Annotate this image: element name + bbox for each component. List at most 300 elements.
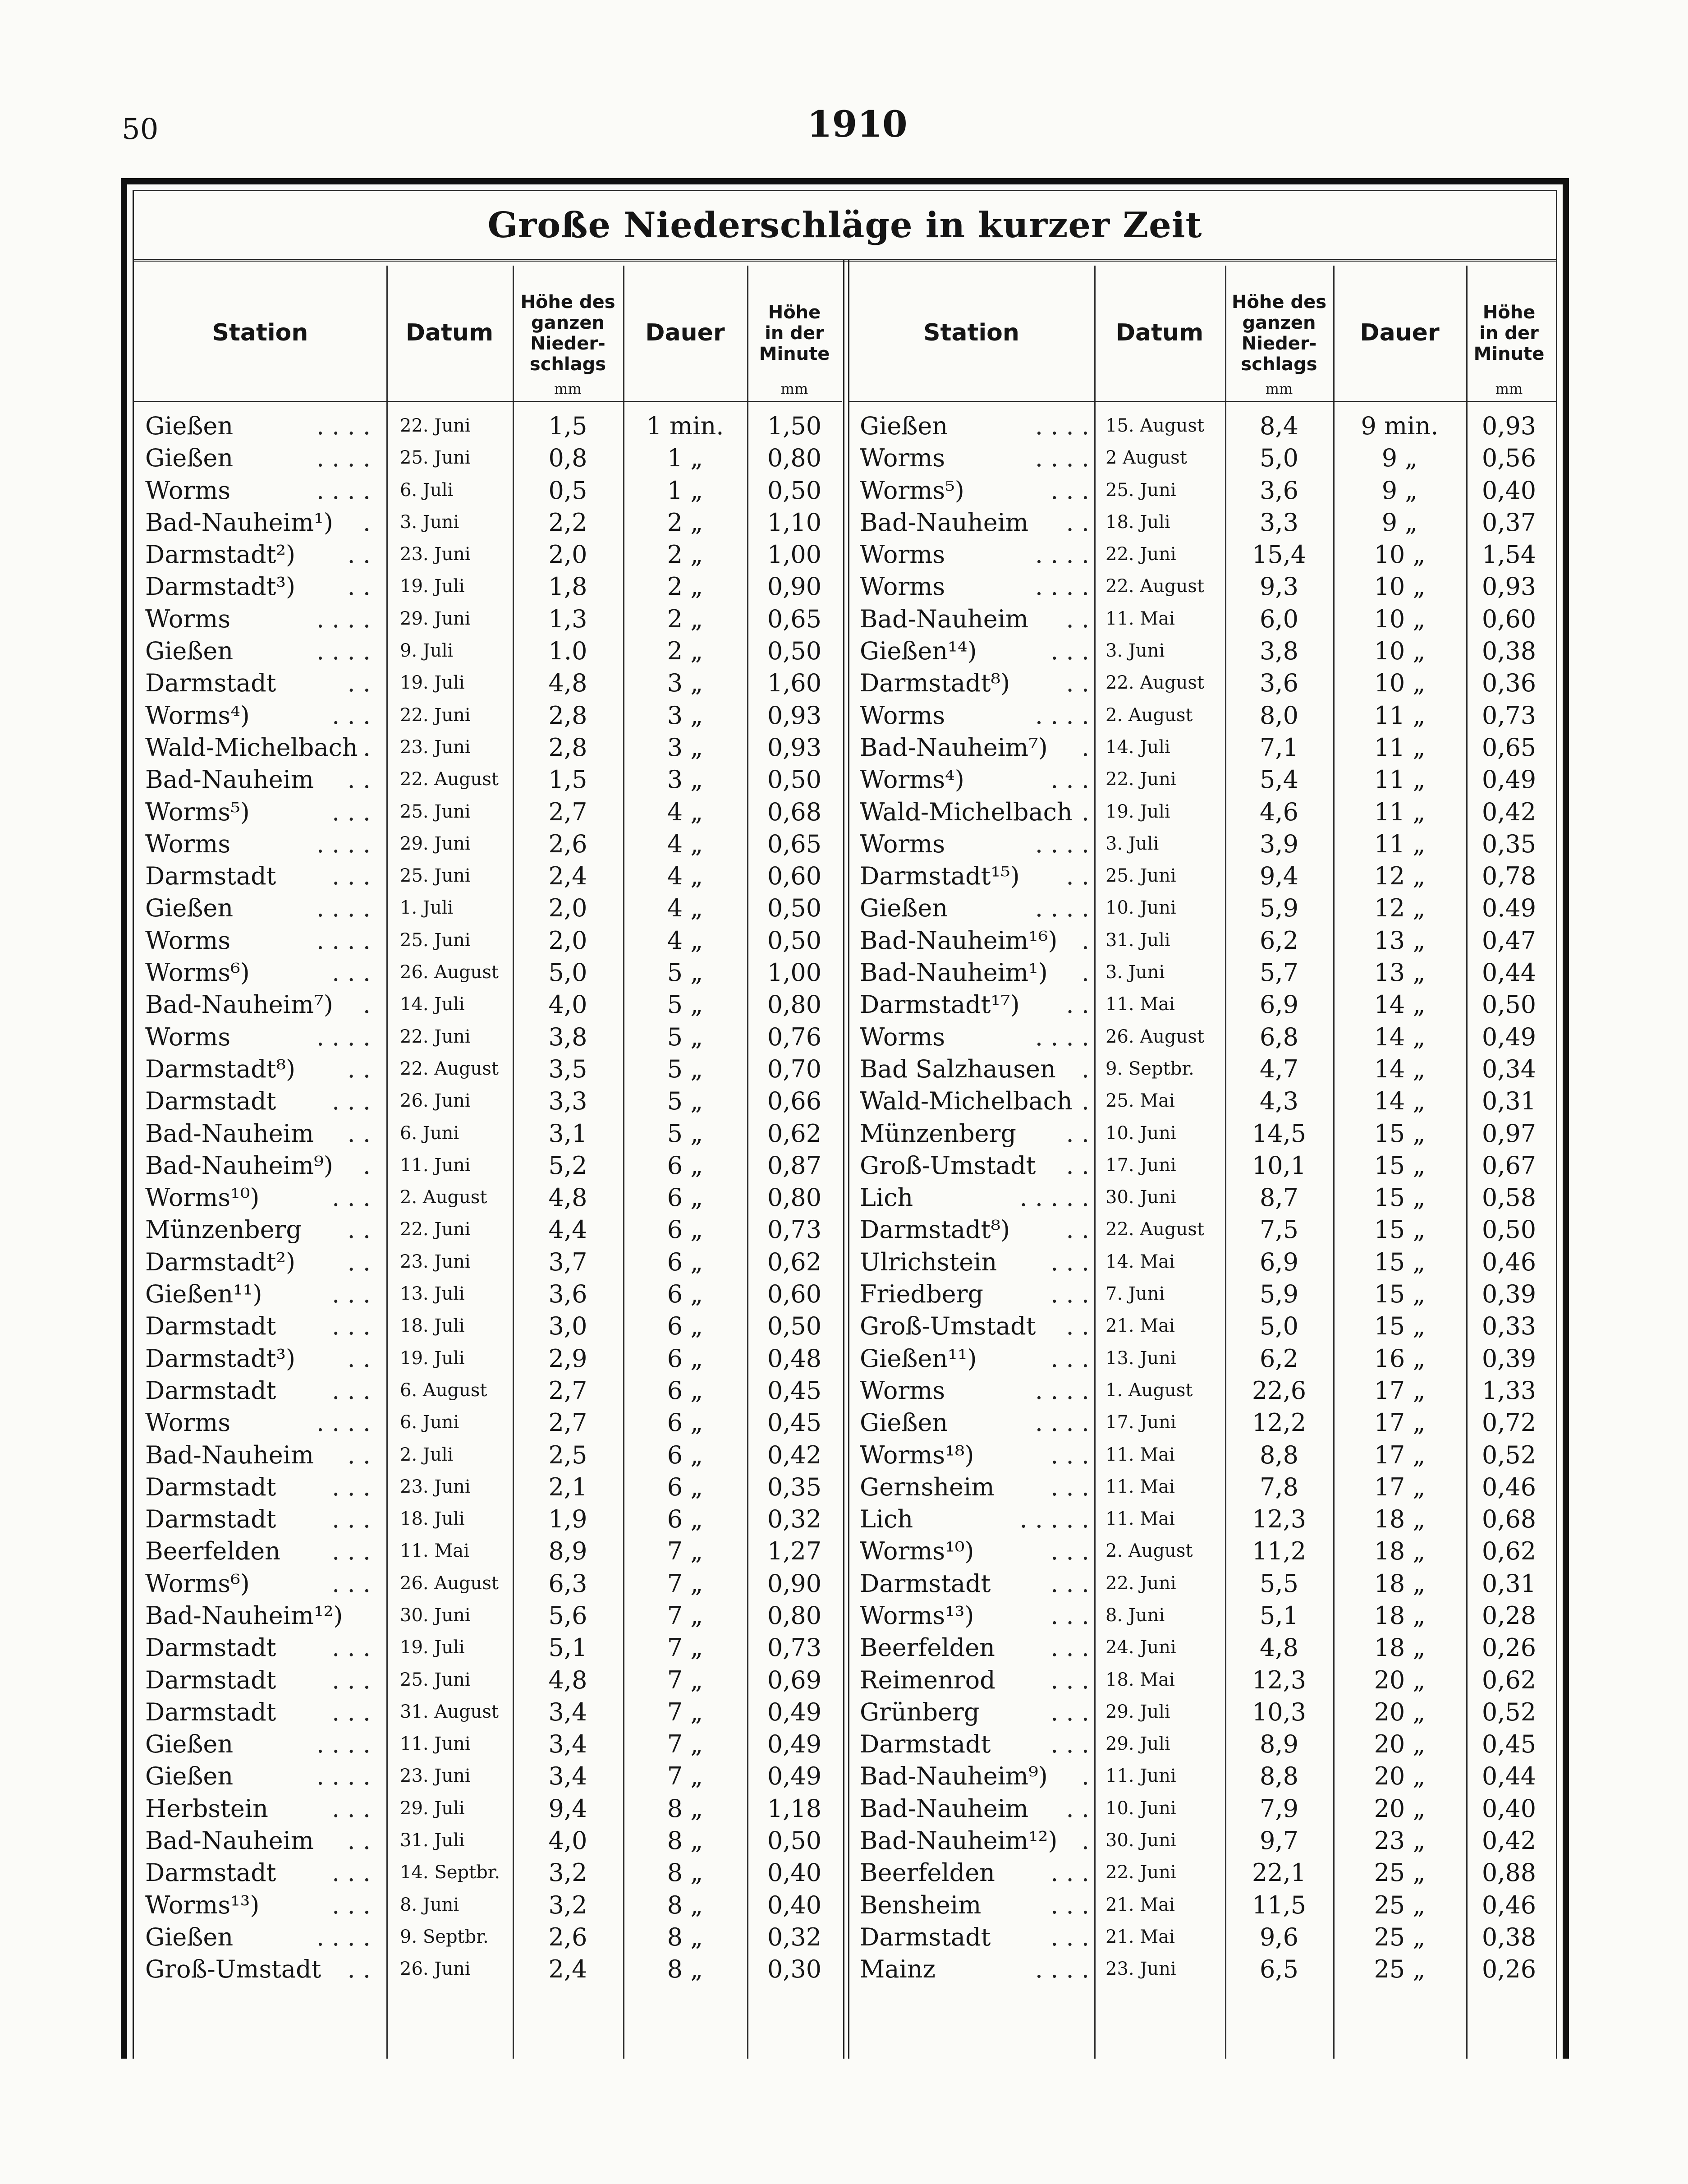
leader-dots: . . . . (316, 637, 371, 666)
leader-dots: . . . . (1035, 1376, 1089, 1405)
per-minute-cell: 0,31 (1482, 1087, 1537, 1116)
leader-dots: . . (1066, 1119, 1089, 1148)
amount-cell: 2,7 (548, 1376, 587, 1405)
per-minute-cell: 0,60 (767, 862, 822, 891)
duration-cell: 11 „ (1374, 829, 1426, 858)
duration-cell: 25 „ (1374, 1890, 1426, 1919)
leader-dots: . . . (332, 1505, 371, 1534)
leader-dots: . (1081, 797, 1089, 826)
per-minute-cell: 0,50 (767, 926, 822, 955)
date-cell: 19. Juli (400, 576, 465, 597)
leader-dots: . . (347, 765, 371, 794)
amount-cell: 15,4 (1252, 540, 1307, 569)
station-cell: Groß-Umstadt (860, 1312, 1036, 1341)
station-cell: Worms⁴) (145, 701, 250, 730)
station-cell: Worms¹⁰) (145, 1183, 260, 1212)
leader-dots: . . . . . (1019, 1505, 1089, 1534)
amount-cell: 1,8 (548, 572, 587, 601)
amount-cell: 6,2 (1260, 1344, 1298, 1373)
date-cell: 10. Juni (1105, 897, 1176, 919)
leader-dots: . . . (1050, 1472, 1089, 1501)
station-cell: Worms (860, 1376, 945, 1405)
station-cell: Darmstadt²) (145, 540, 296, 569)
header-minute-label: Höhe in der Minute (759, 302, 830, 364)
header-datum (1094, 266, 1225, 401)
date-cell: 17. Juni (1105, 1154, 1176, 1176)
amount-cell: 11,5 (1252, 1890, 1307, 1919)
per-minute-cell: 0,35 (767, 1472, 822, 1501)
table-row (134, 570, 842, 602)
table-row (849, 1182, 1556, 1214)
leader-dots: . . . (1050, 765, 1089, 794)
date-cell: 23. Juni (1105, 1959, 1176, 1980)
per-minute-cell: 1,18 (767, 1794, 822, 1823)
leader-dots: . . . (1050, 1601, 1089, 1630)
per-minute-cell: 0,76 (767, 1022, 822, 1051)
page-number: 50 (122, 113, 159, 146)
table-row (849, 1503, 1556, 1535)
station-cell: Worms (860, 444, 945, 473)
header-dauer-label: Dauer (1360, 319, 1440, 347)
per-minute-cell: 0,33 (1482, 1312, 1537, 1341)
duration-cell: 7 „ (667, 1537, 703, 1566)
station-cell: Darmstadt³) (145, 1344, 296, 1373)
leader-dots: . (362, 1151, 371, 1180)
amount-cell: 3,2 (548, 1890, 587, 1919)
table-row (134, 1696, 842, 1728)
table-row (849, 667, 1556, 699)
leader-dots: . . . . (1035, 894, 1089, 923)
per-minute-cell: 0,72 (1482, 1408, 1537, 1437)
leader-dots: . (1081, 926, 1089, 955)
per-minute-cell: 0,45 (767, 1376, 822, 1405)
amount-cell: 4,8 (548, 1183, 587, 1212)
table-row (134, 1793, 842, 1825)
right-header-row (849, 266, 1556, 402)
amount-cell: 3,4 (548, 1762, 587, 1791)
amount-cell: 5,7 (1260, 958, 1298, 987)
table-row (134, 731, 842, 763)
table-inner (133, 190, 1557, 2059)
per-minute-cell: 0,49 (1482, 1022, 1537, 1051)
leader-dots: . . (347, 1119, 371, 1148)
table-row (134, 1117, 842, 1149)
right-rows (849, 410, 1556, 1986)
amount-cell: 4,7 (1260, 1054, 1298, 1083)
per-minute-cell: 1,33 (1482, 1376, 1537, 1405)
per-minute-cell: 0,56 (1482, 444, 1537, 473)
per-minute-cell: 0,60 (767, 1280, 822, 1309)
leader-dots: . . (347, 1215, 371, 1244)
date-cell: 26. August (400, 1572, 499, 1594)
per-minute-cell: 0,68 (767, 797, 822, 826)
date-cell: 23. Juni (400, 736, 471, 758)
duration-cell: 10 „ (1374, 540, 1426, 569)
leader-dots: . . (347, 1440, 371, 1469)
amount-cell: 12,2 (1252, 1408, 1307, 1437)
duration-cell: 3 „ (667, 765, 703, 794)
station-cell: Gießen (145, 412, 234, 440)
duration-cell: 2 „ (667, 604, 703, 633)
leader-dots: . . (1066, 1215, 1089, 1244)
station-cell: Worms⁶) (145, 958, 250, 987)
table-row (849, 1246, 1556, 1278)
duration-cell: 6 „ (667, 1408, 703, 1437)
duration-cell: 17 „ (1374, 1376, 1426, 1405)
per-minute-cell: 0,68 (1482, 1505, 1537, 1534)
duration-cell: 15 „ (1374, 1119, 1426, 1148)
table-row (134, 1407, 842, 1439)
duration-cell: 17 „ (1374, 1408, 1426, 1437)
table-row (849, 731, 1556, 763)
per-minute-cell: 0,50 (767, 1312, 822, 1341)
date-cell: 26. August (1105, 1026, 1204, 1047)
date-cell: 10. Juni (1105, 1122, 1176, 1144)
per-minute-cell: 0,50 (767, 637, 822, 666)
per-minute-cell: 0,62 (1482, 1665, 1537, 1694)
duration-cell: 5 „ (667, 990, 703, 1019)
amount-cell: 4,8 (1260, 1633, 1298, 1662)
per-minute-cell: 1,00 (767, 958, 822, 987)
duration-cell: 15 „ (1374, 1151, 1426, 1180)
amount-cell: 0,8 (548, 444, 587, 473)
station-cell: Bad-Nauheim (145, 1826, 314, 1855)
duration-cell: 5 „ (667, 958, 703, 987)
duration-cell: 3 „ (667, 733, 703, 762)
leader-dots: . . . (332, 1633, 371, 1662)
station-cell: Darmstadt (145, 1087, 276, 1116)
date-cell: 2. August (1105, 704, 1193, 726)
per-minute-cell: 0,93 (767, 733, 822, 762)
station-cell: Darmstadt³) (145, 572, 296, 601)
date-cell: 18. Juli (1105, 511, 1170, 533)
left-rows (134, 410, 842, 1986)
duration-cell: 10 „ (1374, 669, 1426, 698)
per-minute-cell: 1,00 (767, 540, 822, 569)
amount-cell: 3,6 (548, 1280, 587, 1309)
amount-cell: 2,0 (548, 926, 587, 955)
date-cell: 26. Juni (400, 1090, 471, 1112)
duration-cell: 20 „ (1374, 1697, 1426, 1726)
per-minute-cell: 0,49 (767, 1697, 822, 1726)
duration-cell: 6 „ (667, 1344, 703, 1373)
station-cell: Münzenberg (145, 1215, 302, 1244)
duration-cell: 12 „ (1374, 894, 1426, 923)
amount-cell: 3,5 (548, 1054, 587, 1083)
amount-cell: 3,6 (1260, 669, 1298, 698)
per-minute-cell: 0,65 (1482, 733, 1537, 762)
station-cell: Lich (860, 1183, 913, 1212)
duration-cell: 2 „ (667, 637, 703, 666)
date-cell: 14. Mai (1105, 1251, 1175, 1272)
per-minute-cell: 0,80 (767, 1601, 822, 1630)
station-cell: Gießen¹¹) (860, 1344, 977, 1373)
duration-cell: 18 „ (1374, 1601, 1426, 1630)
date-cell: 7. Juni (1105, 1283, 1165, 1305)
date-cell: 19. Juli (400, 672, 465, 694)
table-row (134, 1085, 842, 1117)
station-cell: Darmstadt (145, 1665, 276, 1694)
date-cell: 6. Juni (400, 1412, 459, 1433)
per-minute-cell: 0,32 (767, 1922, 822, 1951)
station-cell: Worms⁶) (145, 1569, 250, 1598)
per-minute-cell: 0,62 (767, 1247, 822, 1276)
table-row (134, 892, 842, 924)
amount-cell: 7,5 (1260, 1215, 1298, 1244)
leader-dots: . . . . (1035, 540, 1089, 569)
station-cell: Münzenberg (860, 1119, 1016, 1148)
duration-cell: 6 „ (667, 1440, 703, 1469)
date-cell: 21. Mai (1105, 1315, 1175, 1337)
amount-cell: 6,9 (1260, 1247, 1298, 1276)
header-station-label: Station (212, 319, 308, 347)
amount-cell: 8,8 (1260, 1762, 1298, 1791)
per-minute-cell: 0,65 (767, 829, 822, 858)
table-row (849, 474, 1556, 506)
table-row (134, 1182, 842, 1214)
duration-cell: 8 „ (667, 1955, 703, 1984)
date-cell: 11. Juni (400, 1733, 471, 1755)
amount-cell: 9,4 (1260, 862, 1298, 891)
per-minute-cell: 0,35 (1482, 829, 1537, 858)
leader-dots: . . . (332, 1794, 371, 1823)
duration-cell: 11 „ (1374, 733, 1426, 762)
station-cell: Wald-Michelbach (860, 1087, 1073, 1116)
amount-cell: 22,1 (1252, 1858, 1307, 1887)
leader-dots: . . (347, 1826, 371, 1855)
per-minute-cell: 0.49 (1482, 894, 1537, 923)
leader-dots: . . . . (316, 1408, 371, 1437)
station-cell: Gießen (145, 1730, 234, 1759)
duration-cell: 20 „ (1374, 1730, 1426, 1759)
amount-cell: 3,4 (548, 1730, 587, 1759)
amount-cell: 2,4 (548, 862, 587, 891)
amount-cell: 4,4 (548, 1215, 587, 1244)
date-cell: 22. August (1105, 672, 1204, 694)
table-row (849, 1664, 1556, 1696)
leader-dots: . . . (332, 1376, 371, 1405)
table-row (849, 924, 1556, 956)
date-cell: 22. August (1105, 1219, 1204, 1240)
table-row (849, 1825, 1556, 1857)
station-cell: Darmstadt (145, 1312, 276, 1341)
per-minute-cell: 0,47 (1482, 926, 1537, 955)
date-cell: 22. Juni (1105, 1572, 1176, 1594)
leader-dots: . (1081, 1826, 1089, 1855)
duration-cell: 15 „ (1374, 1247, 1426, 1276)
date-cell: 2. August (1105, 1540, 1193, 1562)
table-row (134, 1535, 842, 1567)
station-cell: Bad-Nauheim⁹) (860, 1762, 1048, 1791)
leader-dots: . . . (332, 1183, 371, 1212)
date-cell: 9. Septbr. (400, 1926, 489, 1947)
leader-dots: . . . (1050, 637, 1089, 666)
amount-cell: 22,6 (1252, 1376, 1307, 1405)
station-cell: Worms⁵) (145, 797, 250, 826)
per-minute-cell: 0,46 (1482, 1890, 1537, 1919)
leader-dots: . . . (332, 1087, 371, 1116)
duration-cell: 4 „ (667, 862, 703, 891)
leader-dots: . . . (1050, 1569, 1089, 1598)
table-row (134, 1953, 842, 1985)
date-cell: 23. Juni (400, 1251, 471, 1272)
station-cell: Darmstadt⁸) (860, 669, 1010, 698)
date-cell: 11. Mai (1105, 1444, 1175, 1465)
table-row (134, 1857, 842, 1889)
leader-dots: . (1081, 1762, 1089, 1791)
amount-cell: 8,0 (1260, 701, 1298, 730)
table-row (849, 1696, 1556, 1728)
table-row (849, 506, 1556, 538)
leader-dots: . . . . (1035, 829, 1089, 858)
duration-cell: 8 „ (667, 1890, 703, 1919)
table-row (134, 410, 842, 442)
station-cell: Worms⁴) (860, 765, 964, 794)
amount-cell: 5,5 (1260, 1569, 1298, 1598)
amount-cell: 8,7 (1260, 1183, 1298, 1212)
date-cell: 22. Juni (400, 704, 471, 726)
duration-cell: 15 „ (1374, 1280, 1426, 1309)
per-minute-cell: 0,93 (1482, 412, 1537, 440)
amount-cell: 2,9 (548, 1344, 587, 1373)
station-cell: Mainz (860, 1955, 936, 1984)
table-row (849, 699, 1556, 731)
header-minute (747, 266, 842, 401)
date-cell: 22. August (400, 1058, 499, 1079)
header-unit: mm (1265, 380, 1293, 397)
station-cell: Bad-Nauheim (860, 508, 1029, 537)
date-cell: 23. Juni (400, 1476, 471, 1497)
station-cell: Gießen (145, 894, 234, 923)
leader-dots: . . (347, 1247, 371, 1276)
table-row (849, 989, 1556, 1021)
per-minute-cell: 0,66 (767, 1087, 822, 1116)
duration-cell: 12 „ (1374, 862, 1426, 891)
leader-dots: . . . (1050, 1440, 1089, 1469)
duration-cell: 7 „ (667, 1762, 703, 1791)
duration-cell: 11 „ (1374, 701, 1426, 730)
table-row (849, 828, 1556, 860)
duration-cell: 8 „ (667, 1922, 703, 1951)
station-cell: Darmstadt (145, 862, 276, 891)
per-minute-cell: 0,93 (1482, 572, 1537, 601)
station-cell: Bad-Nauheim⁷) (145, 990, 333, 1019)
station-cell: Bad-Nauheim (860, 604, 1029, 633)
leader-dots: . . . (1050, 1280, 1089, 1309)
station-cell: Gießen (145, 1922, 234, 1951)
per-minute-cell: 0,80 (767, 990, 822, 1019)
leader-dots: . . (347, 1955, 371, 1984)
leader-dots: . (1081, 958, 1089, 987)
date-cell: 22. Juni (400, 415, 471, 436)
leader-dots: . . . . (316, 412, 371, 440)
amount-cell: 10,3 (1252, 1697, 1307, 1726)
header-datum-label: Datum (1115, 319, 1204, 347)
leader-dots: . (1081, 1087, 1089, 1116)
duration-cell: 5 „ (667, 1022, 703, 1051)
table-row (849, 1278, 1556, 1310)
leader-dots: . . . (1050, 1247, 1089, 1276)
duration-cell: 4 „ (667, 926, 703, 955)
amount-cell: 2,1 (548, 1472, 587, 1501)
station-cell: Worms (145, 476, 231, 505)
table-row (849, 1053, 1556, 1085)
date-cell: 22. Juni (1105, 544, 1176, 565)
duration-cell: 8 „ (667, 1858, 703, 1887)
station-cell: Darmstadt (145, 1697, 276, 1726)
station-cell: Bad-Nauheim (145, 1119, 314, 1148)
per-minute-cell: 1,60 (767, 669, 822, 698)
station-cell: Friedberg (860, 1280, 983, 1309)
per-minute-cell: 0,34 (1482, 1054, 1537, 1083)
amount-cell: 3,8 (548, 1022, 587, 1051)
table-row (134, 1214, 842, 1246)
per-minute-cell: 0,40 (1482, 1794, 1537, 1823)
amount-cell: 5,0 (1260, 444, 1298, 473)
amount-cell: 5,4 (1260, 765, 1298, 794)
leader-dots: . . . (332, 958, 371, 987)
date-cell: 3. Juni (400, 511, 459, 533)
table-row (849, 1760, 1556, 1792)
duration-cell: 6 „ (667, 1183, 703, 1212)
station-cell: Gießen (860, 894, 948, 923)
duration-cell: 2 „ (667, 540, 703, 569)
duration-cell: 13 „ (1374, 926, 1426, 955)
station-cell: Bad Salzhausen (860, 1054, 1056, 1083)
leader-dots: . . . (332, 1697, 371, 1726)
per-minute-cell: 0,50 (767, 1826, 822, 1855)
duration-cell: 4 „ (667, 797, 703, 826)
station-cell: Gießen (145, 637, 234, 666)
station-cell: Beerfelden (860, 1858, 995, 1887)
station-cell: Gießen¹¹) (145, 1280, 262, 1309)
leader-dots: . . (1066, 508, 1089, 537)
per-minute-cell: 0,69 (767, 1665, 822, 1694)
table-row (134, 1760, 842, 1792)
amount-cell: 8,4 (1260, 412, 1298, 440)
duration-cell: 15 „ (1374, 1215, 1426, 1244)
header-minute (1466, 266, 1552, 401)
leader-dots: . (1081, 1054, 1089, 1083)
leader-dots: . . . (332, 1280, 371, 1309)
leader-dots: . . (1066, 604, 1089, 633)
station-cell: Herbstein (145, 1794, 268, 1823)
duration-cell: 20 „ (1374, 1762, 1426, 1791)
per-minute-cell: 0,50 (767, 765, 822, 794)
title-box (134, 191, 1556, 262)
per-minute-cell: 0,31 (1482, 1569, 1537, 1598)
date-cell: 25. Juni (1105, 479, 1176, 501)
date-cell: 14. Juli (400, 994, 465, 1015)
header-station-label: Station (923, 319, 1019, 347)
per-minute-cell: 0,50 (1482, 1215, 1537, 1244)
amount-cell: 5,2 (548, 1151, 587, 1180)
amount-cell: 4,8 (548, 669, 587, 698)
duration-cell: 9 „ (1381, 444, 1418, 473)
table-row (134, 442, 842, 474)
leader-dots: . . (1066, 1151, 1089, 1180)
leader-dots: . . . (332, 1472, 371, 1501)
date-cell: 21. Mai (1105, 1894, 1175, 1915)
station-cell: Groß-Umstadt (145, 1955, 321, 1984)
station-cell: Wald-Michelbach (145, 733, 358, 762)
station-cell: Reimenrod (860, 1665, 995, 1694)
table-row (134, 763, 842, 795)
duration-cell: 8 „ (667, 1826, 703, 1855)
table-row (134, 796, 842, 828)
amount-cell: 7,9 (1260, 1794, 1298, 1823)
duration-cell: 7 „ (667, 1569, 703, 1598)
